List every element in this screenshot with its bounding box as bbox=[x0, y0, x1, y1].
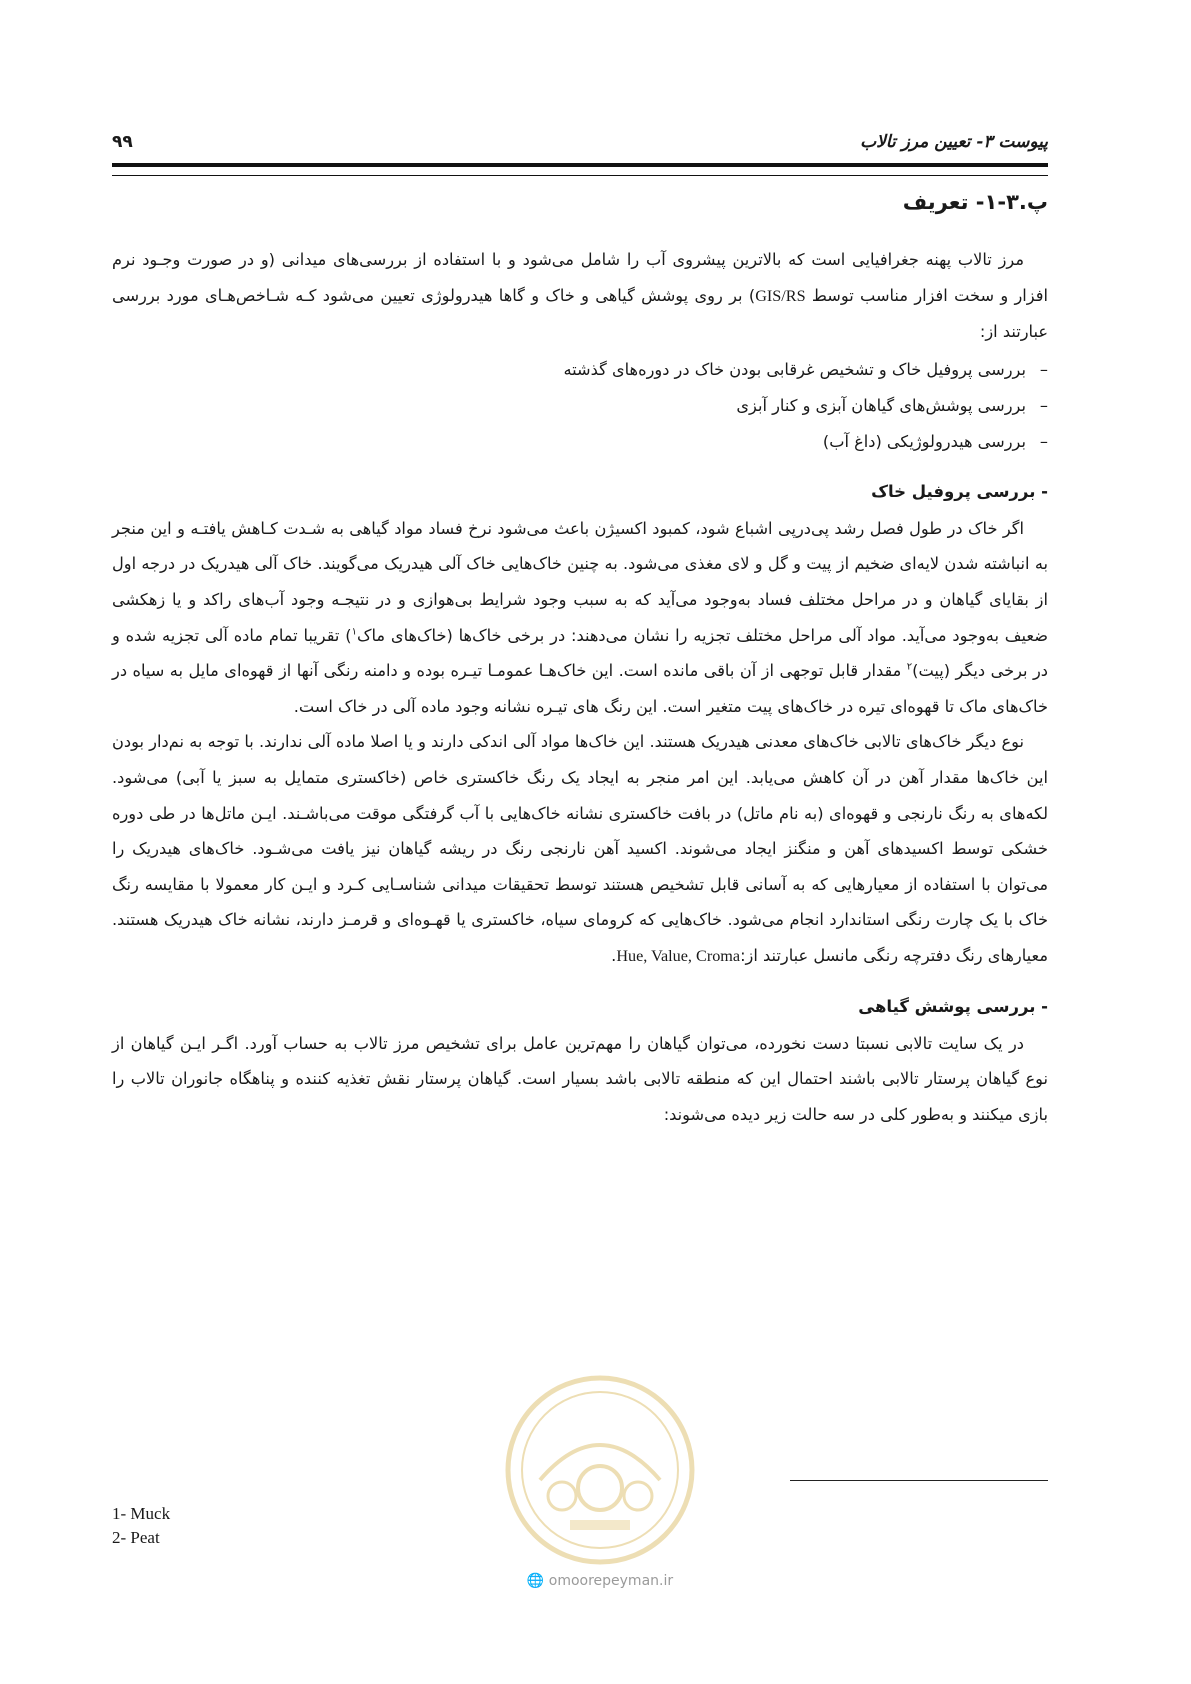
list-item: – بررسی پوشش‌های گیاهان آبزی و کنار آبزی bbox=[736, 395, 1048, 415]
header-rule bbox=[112, 163, 1048, 176]
watermark-url: 🌐 omoorepeyman.ir bbox=[526, 1573, 674, 1589]
page-number: ۹۹ bbox=[112, 132, 133, 152]
running-header bbox=[112, 126, 1048, 162]
list-item: – بررسی هیدرولوژیکی (داغ آب) bbox=[822, 431, 1048, 451]
footnote-1: 1- Muck bbox=[112, 1504, 171, 1523]
footnotes bbox=[112, 1502, 170, 1550]
header-title: پیوست ۳- تعیین مرز تالاب bbox=[860, 132, 1048, 152]
soil-paragraph-2: نوع دیگر خاک‌های تالابی خاک‌های معدنی هیدریک هستند. این خاک‌ها مواد آلی اندکی دارند و یا اصلا ماده آلی ندارند. با توجه به نم‌دار بودن این خاک‌ها مقدار آهن در آن کاهش می‌یابد. این امر منجر به ایجاد یک رنگ خاکستری خاص (خاکستری متمایل به سبز یا آبی) می‌شود. لکه‌های به رنگ نارنجی و قهوه‌ای (به نام ماتل) در بافت خاکستری نشانه خاک‌هایی با آب گرفتگی موقت می‌باشـند. ایـن ماتل‌ها در طی دوره خشکی توسط اکسیدهای آهن و منگنز ایجاد می‌شوند. اکسید آهن نارنجی رنگ در ریشه گیاهان نیز یافت می‌شـود. خاک‌های هیدریک را می‌توان با استفاده از معیارهایی که به آسانی قابل تشخیص هستند توسط تحقیقات میدانی شناسـایی کـرد و ایـن کار معمولا با مقایسه رنگ خاک با یک چارت رنگی استاندارد انجام می‌شود. خاک‌هایی که کرومای سیاه، خاکستری یا قهـوه‌ای و قرمـز دارند، نشانه خاک هیدریک هستند. معیارهای رنگ دفترچه رنگی مانسل عبارتند از:Hue, Value, Croma. bbox=[112, 732, 1048, 965]
munsell-criteria: Hue, Value, Croma bbox=[616, 946, 741, 965]
seal-watermark-icon bbox=[500, 1370, 700, 1570]
list-item: – بررسی پروفیل خاک و تشخیص غرقابی بودن خاک در دوره‌های گذشته bbox=[563, 359, 1048, 379]
vegetation-paragraph: در یک سایت تالابی نسبتا دست نخورده، می‌توان گیاهان را مهم‌ترین عامل برای تشخیص مرز تالاب به حساب آورد. اگـر ایـن گیاهان از نوع گیاهان پرستار تالابی باشند احتمال این که منطقه تالابی باشد بسیار است. گیاهان پرستار نقش تغذیه کننده و پناهگاه جانوران تالاب را بازی میکنند و به‌طور کلی در سه حالت زیر دیده می‌شوند: bbox=[112, 1033, 1048, 1124]
section-title: پ.۳-۱- تعریف bbox=[902, 190, 1048, 214]
intro-text: مرز تالاب پهنه جغرافیایی است که بالاترین پیشروی آب را شامل می‌شود و با استفاده از بررسی‌های میدانی (و در صورت وجـود نرم افزار و سخت افزار مناسب توسط bbox=[112, 250, 1048, 305]
soil-paragraph-1: اگر خاک در طول فصل رشد پی‌درپی اشباع شود، کمبود اکسیژن باعث می‌شود نرخ فساد مواد گیاهی به شـدت کـاهش یافتـه و این منجر به انباشته شدن لایه‌ای ضخیم از پیت و گل و لای مغذی می‌شود. به چنین خاک‌هایی خاک آلی هیدریک می‌گویند. خاک آلی هیدریک در درجه اول از بقایای گیاهان و در مراحل مختلف فساد به‌وجود می‌آید که به سبب وجود شرایط بی‌هوازی و در نتیجـه وجود آب‌های راکد و یا زهکشی ضعیف به‌وجود می‌آید. مواد آلی مراحل مختلف تجزیه را نشان می‌دهند: در برخی خاک‌ها (خاک‌های ماک$^۱$) تقریبا تمام ماده آلی تجزیه شده و در برخی دیگر (پیت)$^۲$ مقدار قابل توجهی از آن باقی مانده است. این خاک‌هـا عمومـا تیـره بوده و دامنه رنگی آنها از قهوه‌ای مایل به سیاه در خاک‌های ماک تا قهوه‌ای تیره در خاک‌های پیت متغیر است. این رنگ های تیـره نشانه وجود ماده آلی در خاک است. bbox=[112, 518, 1049, 716]
criteria-list bbox=[112, 352, 1048, 460]
footnote-2: 2- Peat bbox=[112, 1528, 160, 1547]
footnote-ref-2: ۲ bbox=[906, 661, 913, 673]
gis-rs-term: GIS/RS bbox=[755, 286, 806, 305]
soil-heading: - بررسی پروفیل خاک bbox=[871, 481, 1048, 501]
main-content bbox=[112, 190, 1048, 1132]
vegetation-heading: - بررسی پوشش گیاهی bbox=[858, 996, 1048, 1016]
intro-end-text: ) بر روی پوشش گیاهی و خاک و گاها هیدرولوژی تعیین می‌شود کـه شـاخص‌هـای مورد بررسی عبارتند از: bbox=[112, 285, 1048, 342]
intro-paragraph bbox=[112, 242, 1048, 350]
footnote-rule bbox=[790, 1480, 1048, 1481]
footnote-ref-1: ۱ bbox=[351, 626, 357, 638]
